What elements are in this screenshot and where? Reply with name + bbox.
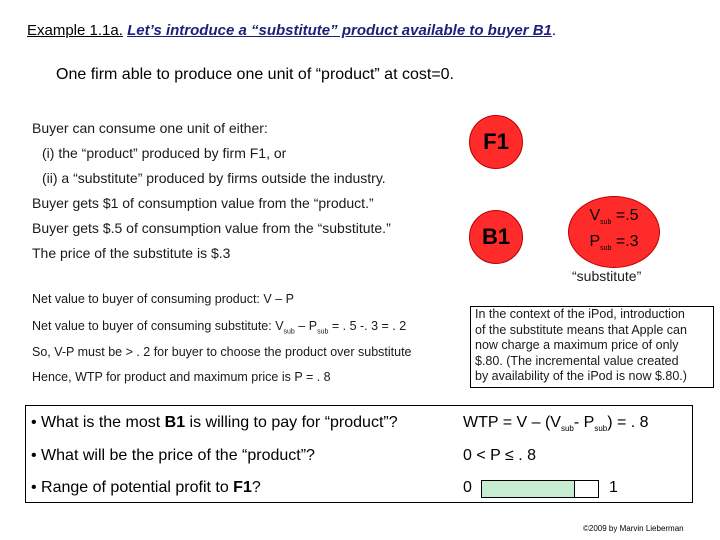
net-value-substitute: Net value to buyer of consuming substitute: $V_{sub} - P_{sub}$ = . 5 -. 3 = . 2 (32, 319, 407, 336)
net-value-product: Net value to buyer of consuming product: V – P (32, 292, 294, 306)
question-1: • What is the most B1 is willing to pay for “product”? (31, 414, 398, 431)
buyer-line-2: (i) the “product” produced by firm F1, or (42, 145, 287, 161)
profit-range-high: 1 (609, 479, 618, 496)
buyer-line-1: Buyer can consume one unit of either: (32, 120, 268, 136)
so-line: So, V-P must be > . 2 for buyer to choose the product over substitute (32, 345, 412, 359)
answer-1: WTP = V – ($V_{sub}-$ $P_{sub}$) = . 8 (463, 414, 649, 434)
buyer-line-5: Buyer gets $.5 of consumption value from the “substitute.” (32, 220, 391, 236)
profit-range-low: 0 (463, 479, 472, 496)
title-suffix: . (551, 22, 557, 39)
buyer-line-4: Buyer gets $1 of consumption value from the “product.” (32, 195, 374, 211)
p-sub-value: $P_{sub} =.3$ (589, 233, 639, 253)
copyright-credit: ©2009 by Marvin Lieberman (583, 524, 684, 533)
profit-range-fill (482, 481, 575, 497)
firm-f1-circle (469, 115, 523, 169)
ipod-note-line: now charge a maximum price of only (475, 338, 679, 352)
profit-range-bar (481, 480, 599, 498)
substitute-caption: “substitute” (572, 268, 642, 284)
buyer-line-6: The price of the substitute is $.3 (32, 245, 231, 261)
title-main: Let’s introduce a “substitute” product available to buyer B1 (127, 22, 552, 39)
substitute-values (589, 206, 638, 258)
buyer-line-3: (ii) a “substitute” produced by firms outside the industry. (42, 170, 386, 186)
question-3: • Range of potential profit to F1? (31, 479, 261, 496)
question-2: • What will be the price of the “product”? (31, 447, 315, 464)
ipod-note-box (470, 306, 714, 388)
title-prefix: Example 1.1a. (27, 22, 123, 39)
substitute-circle (568, 196, 660, 268)
slide-title (27, 22, 556, 39)
ipod-note-line: In the context of the iPod, introduction (475, 307, 685, 321)
answer-2: 0 < P ≤ . 8 (463, 447, 536, 464)
buyer-b1-circle (469, 210, 523, 264)
ipod-note-line: by availability of the iPod is now $.80.) (475, 369, 687, 383)
v-sub-value: $V_{sub} =.5$ (589, 206, 639, 226)
ipod-note-line: $.80. (The incremental value created (475, 353, 679, 368)
firm-f1-label: F1 (483, 129, 509, 154)
buyer-b1-label: B1 (481, 224, 511, 249)
hence-line: Hence, WTP for product and maximum price is P = . 8 (32, 370, 331, 384)
intro-text: One firm able to produce one unit of “product” at cost=0. (56, 66, 454, 83)
ipod-note-line: of the substitute means that Apple can (475, 322, 687, 337)
